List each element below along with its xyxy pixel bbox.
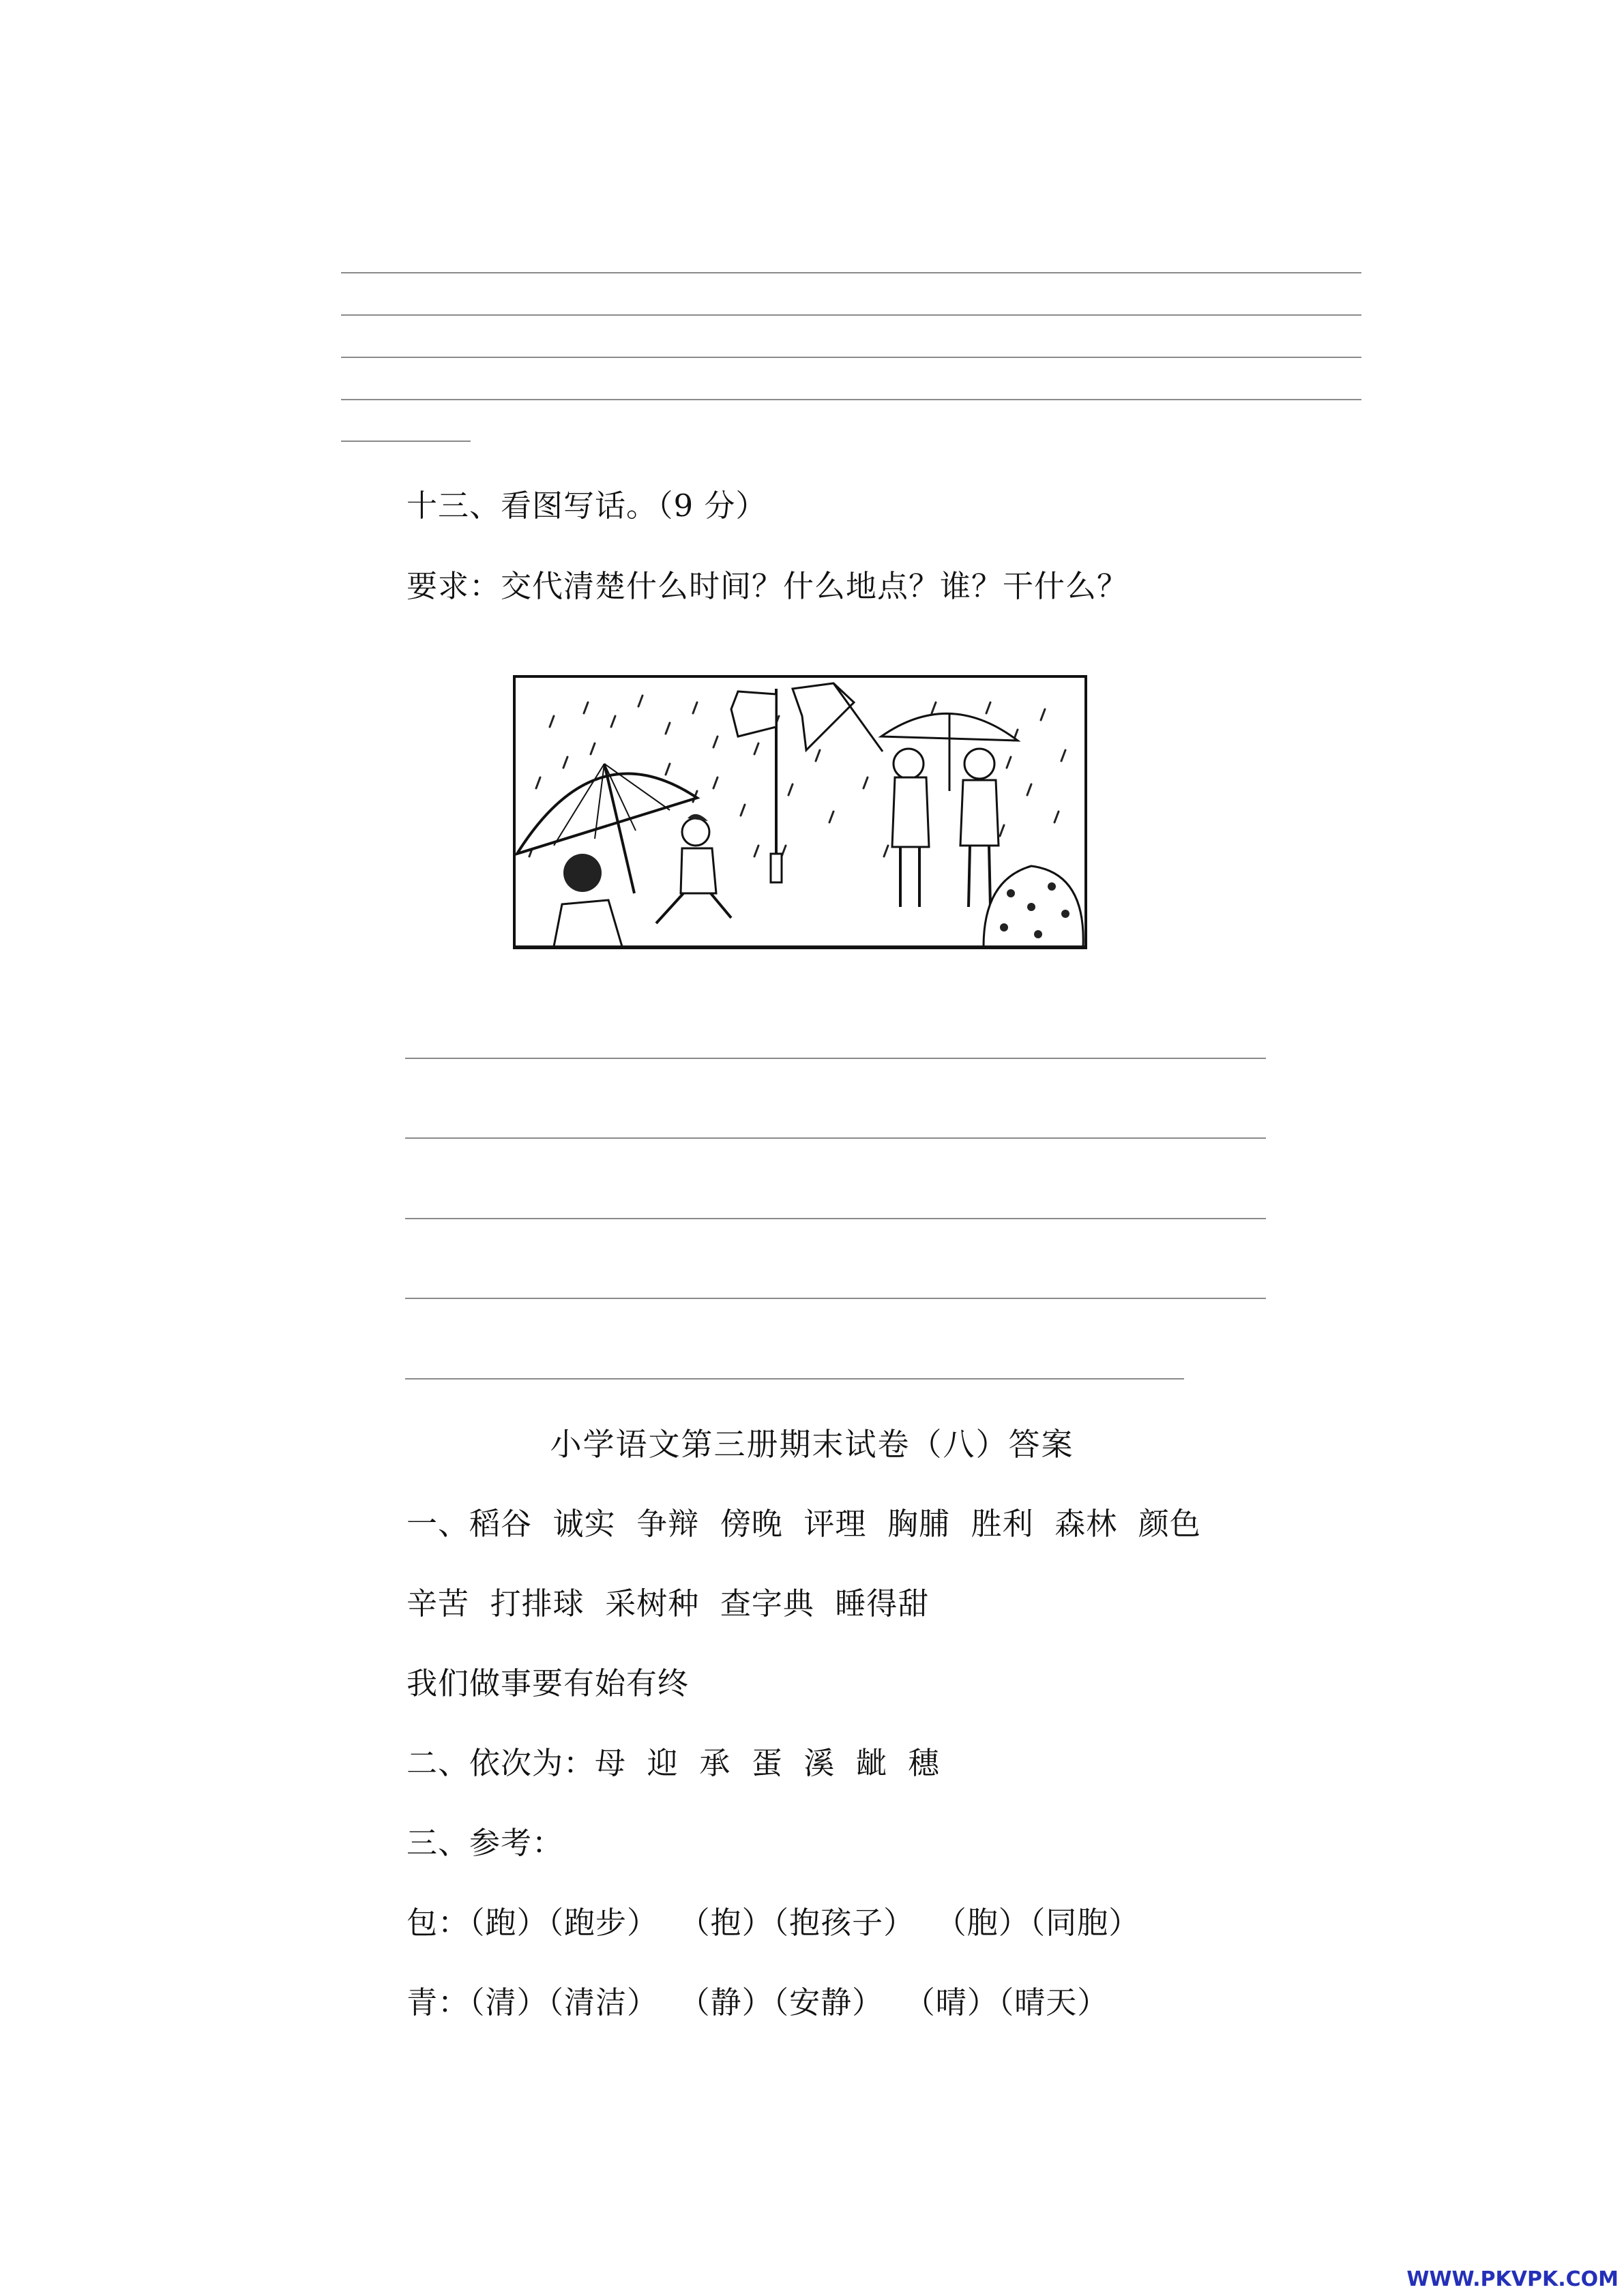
answer-line-3: 我们做事要有始有终 (407, 1665, 690, 1701)
rain-flag-illustration (513, 675, 1087, 949)
answer-line-1: 一、稻谷 诚实 争辩 傍晚 评理 胸脯 胜利 森林 颜色 (407, 1506, 1201, 1542)
answer-line (405, 1218, 1266, 1219)
writing-line (341, 272, 1361, 273)
writing-line (341, 314, 1361, 316)
writing-line (341, 441, 471, 442)
answer-line-5: 三、参考： (407, 1825, 564, 1861)
writing-line (341, 399, 1361, 400)
answer-line (405, 1298, 1266, 1299)
answer-title: 小学语文第三册期末试卷（八）答案 (550, 1426, 1074, 1463)
answer-line-6: 包：（跑）（跑步） （抱）（抱孩子） （胞）（同胞） (407, 1905, 1140, 1941)
question-requirement: 要求：交代清楚什么时间？什么地点？谁？干什么？ (407, 568, 1129, 604)
site-watermark[interactable]: WWW.PKVPK.COM (1406, 2267, 1619, 2291)
answer-line (405, 1137, 1266, 1139)
answer-line-7: 青：（清）（清洁） （静）（安静） （晴）（晴天） (407, 1984, 1109, 2021)
question-heading: 十三、看图写话。（9 分） (407, 488, 767, 524)
answer-line (405, 1058, 1266, 1059)
answer-line (405, 1378, 1184, 1380)
writing-line (341, 357, 1361, 358)
answer-line-2: 辛苦 打排球 采树种 查字典 睡得甜 (407, 1585, 930, 1622)
answer-line-4: 二、依次为：母 迎 承 蛋 溪 龇 穗 (407, 1745, 940, 1781)
